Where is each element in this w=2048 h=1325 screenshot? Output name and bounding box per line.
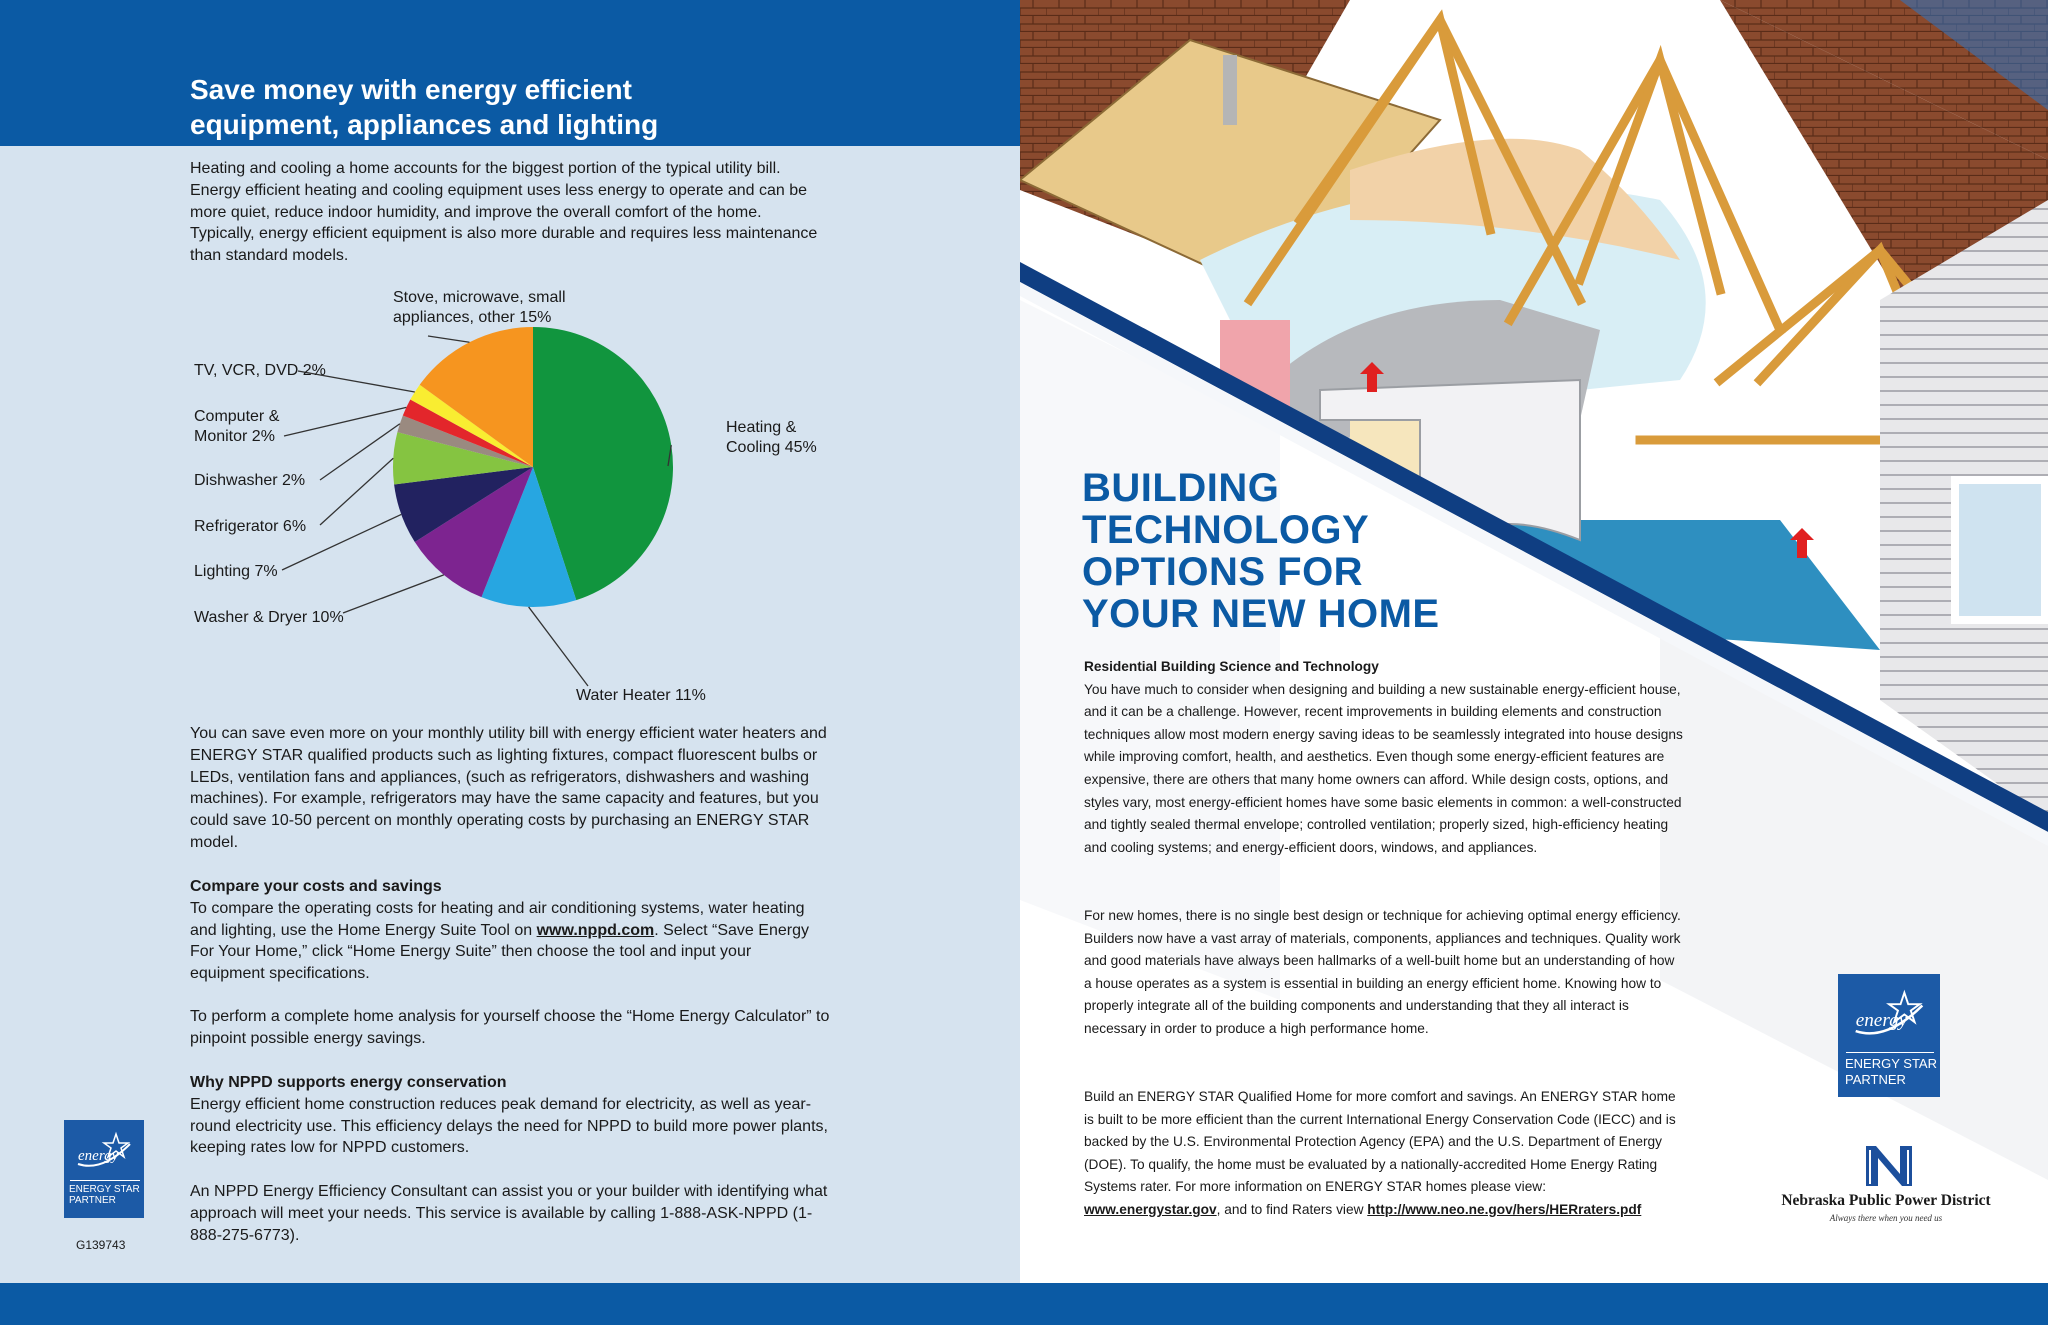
energy-use-pie-chart bbox=[180, 278, 840, 718]
why-section bbox=[190, 1072, 830, 1159]
herraters-link[interactable]: http://www.neo.ne.gov/hers/HERraters.pdf bbox=[1367, 1201, 1642, 1217]
building-science-section bbox=[1084, 656, 1684, 859]
pie-slice-label: Cooling 45% bbox=[726, 439, 817, 456]
partner-text: PARTNER bbox=[1845, 1072, 1906, 1087]
building-paragraph-2: For new homes, there is no single best design or technique for achieving optimal energy efficiency. Builders now have a vast array of materials, components, appliances and techniques. Quality work and good materials have always been hallmarks of a well-built home but an understanding of how a house operates as a system is essential in building an energy efficient home. Knowing how to properly integrate all of the building components and understanding that they all interact is necessary in order to produce a high performance home. bbox=[1084, 908, 1681, 1036]
footer-band bbox=[0, 1283, 2048, 1325]
pie-slice-label: Lighting 7% bbox=[194, 563, 278, 580]
pie-slice-label: Water Heater 11% bbox=[576, 687, 706, 704]
pie-slice-label: TV, VCR, DVD 2% bbox=[194, 362, 326, 379]
intro-paragraph: Heating and cooling a home accounts for the biggest portion of the typical utility bill. Energy efficient heating and cooling equipment uses less energy to operate and can be more quiet, reduce indoor humidity, and improve the overall comfort of the home. Typically, energy efficient equipment is also more durable and requires less maintenance than standard models. bbox=[190, 160, 818, 265]
compare-text-start: To compare the operating costs for heating and air conditioning systems, water heating and lighting, use the Home Energy Suite Tool on bbox=[190, 899, 805, 939]
consultant-paragraph: An NPPD Energy Efficiency Consultant can assist you or your builder with identifying what approach will meet your needs. This service is available by calling 1-888-ASK-NPPD (1-888-275-6773). bbox=[190, 1183, 828, 1244]
pie-slice-label: Washer & Dryer 10% bbox=[194, 609, 344, 626]
energy-star-icon bbox=[1848, 982, 1930, 1052]
organization-name: Nebraska Public Power District bbox=[1781, 1192, 1991, 1209]
energy-star-home-paragraph bbox=[1084, 1086, 1684, 1222]
svg-text:energy: energy bbox=[78, 1148, 119, 1164]
divider bbox=[70, 1180, 140, 1181]
pie-slice-label: Heating & bbox=[726, 419, 797, 436]
pie-slice-label: appliances, other 15% bbox=[393, 309, 552, 326]
partner-text: PARTNER bbox=[69, 1195, 116, 1206]
energy-star-text: ENERGY STAR bbox=[1845, 1056, 1937, 1071]
right-page bbox=[1020, 0, 2048, 1325]
title-line-2: TECHNOLOGY bbox=[1082, 508, 1370, 552]
compare-section bbox=[190, 876, 830, 985]
why-heading: Why NPPD supports energy conservation bbox=[190, 1074, 507, 1091]
raters-text: , and to find Raters view bbox=[1216, 1201, 1368, 1217]
compare-heading: Compare your costs and savings bbox=[190, 878, 442, 895]
compare-text-end: . Select “Save Energy For Your Home,” click “Home Energy Suite” then choose the tool and input your equipment specifications. bbox=[190, 921, 809, 983]
calculator-paragraph: To perform a complete home analysis for yourself choose the “Home Energy Calculator” to pinpoint possible energy savings. bbox=[190, 1008, 830, 1047]
pie-leader-line bbox=[343, 575, 444, 613]
left-page bbox=[0, 0, 1020, 1325]
title-line-4: YOUR NEW HOME bbox=[1082, 592, 1440, 636]
nppd-website-link[interactable]: www.nppd.com bbox=[536, 921, 655, 939]
organization-tagline: Always there when you need us bbox=[1829, 1213, 1943, 1223]
pie-leader-line bbox=[428, 336, 469, 342]
page-title bbox=[190, 72, 970, 142]
brochure-title bbox=[1082, 467, 1542, 635]
energy-star-partner-logo-right bbox=[1838, 974, 1940, 1097]
pie-slice-label: Computer & bbox=[194, 408, 280, 425]
svg-text:energy: energy bbox=[1855, 1009, 1908, 1031]
title-line-1: BUILDING bbox=[1082, 466, 1280, 510]
pie-slice-label: Refrigerator 6% bbox=[194, 518, 307, 535]
savings-paragraph: You can save even more on your monthly utility bill with energy efficient water heaters and ENERGY STAR qualified products such as lighting fixtures, compact fluorescent bulbs or LEDs, ventilation fans and appliances, (such as refrigerators, dishwashers and washing machines). For example, refrigerators may have the same capacity and features, but you could save 10-50 percent on monthly operating costs by purchasing an ENERGY STAR model. bbox=[190, 725, 827, 851]
pie-slice-label: Monitor 2% bbox=[194, 428, 275, 445]
page-title-line-2: equipment, appliances and lighting bbox=[190, 109, 659, 140]
energy-star-partner-logo bbox=[64, 1120, 144, 1218]
compare-paragraph bbox=[190, 898, 830, 985]
why-paragraph: Energy efficient home construction reduces peak demand for electricity, as well as year-round electricity use. This efficiency delays the need for NPPD to build more power plants, keeping rates low for NPPD customers. bbox=[190, 1095, 828, 1157]
pie-slice-label: Dishwasher 2% bbox=[194, 472, 306, 489]
section-heading: Residential Building Science and Technology bbox=[1084, 659, 1379, 674]
nppd-logo-icon bbox=[1860, 1140, 1920, 1190]
divider bbox=[1846, 1052, 1934, 1053]
pie-leader-line bbox=[320, 458, 393, 525]
pie-leader-line bbox=[529, 607, 588, 686]
document-code: G139743 bbox=[76, 1238, 126, 1252]
energy-star-home-text: Build an ENERGY STAR Qualified Home for more comfort and savings. An ENERGY STAR home is built to be more efficient than the current International Energy Conservation Code (IECC) and is backed by the U.S. Environmental Protection Agency (EPA) and the U.S. Department of Energy (DOE). To qualify, the home must be evaluated by a nationally-accredited Home Energy Rating Systems rater. For more information on ENERGY STAR homes please view: bbox=[1084, 1089, 1676, 1195]
page-title-line-1: Save money with energy efficient bbox=[190, 74, 632, 105]
pie-leader-line bbox=[320, 424, 400, 480]
energystar-link[interactable]: www.energystar.gov bbox=[1084, 1201, 1217, 1217]
pie-slice-label: Stove, microwave, small bbox=[393, 289, 566, 306]
energy-star-text: ENERGY STAR bbox=[69, 1184, 140, 1195]
energy-star-icon bbox=[72, 1126, 136, 1180]
title-line-3: OPTIONS FOR bbox=[1082, 550, 1364, 594]
building-paragraph-1: You have much to consider when designing and building a new sustainable energy-efficient house, and it can be a challenge. However, recent improvements in building elements and construction techniques allow most modern energy saving ideas to be seamlessly integrated into house designs while improving comfort, health, and aesthetics. Even though some energy-efficient features are expensive, there are others that many home owners can afford. While design costs, options, and styles vary, most energy-efficient homes have some basic elements in common: a well-constructed and tightly sealed thermal envelope; controlled ventilation; properly sized, high-efficiency heating and cooling systems; and energy-efficient doors, windows, and appliances. bbox=[1084, 681, 1683, 855]
